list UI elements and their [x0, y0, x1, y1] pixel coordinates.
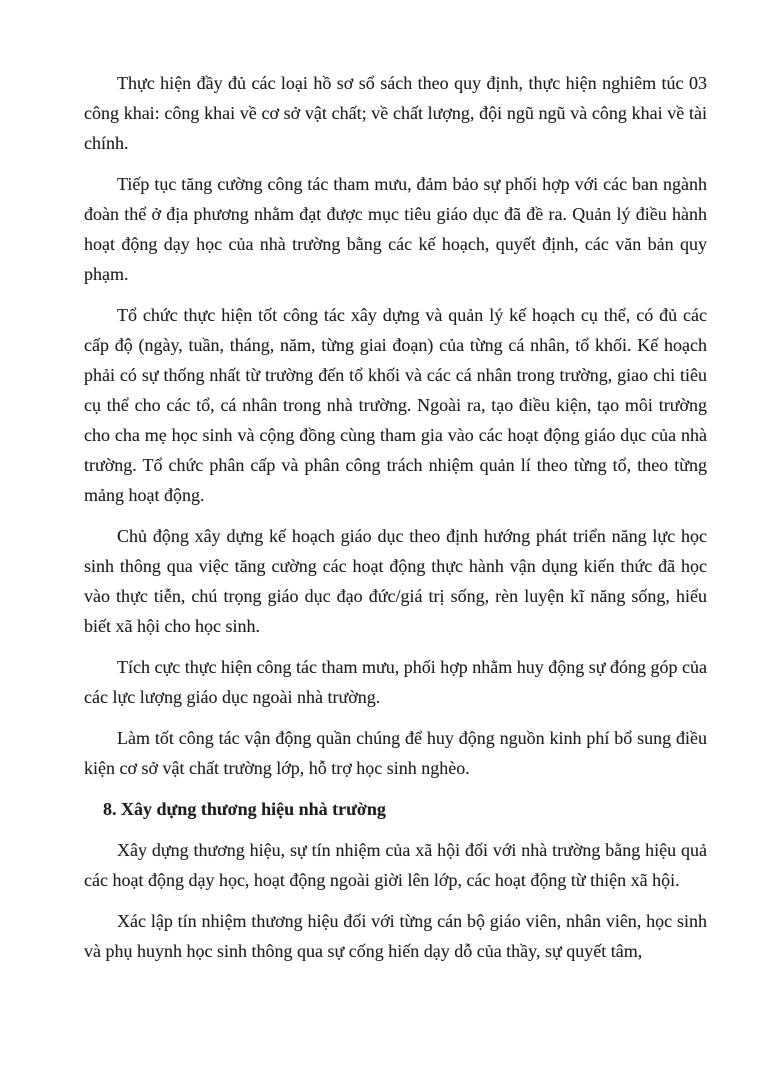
section-heading: 8. Xây dựng thương hiệu nhà trường: [103, 799, 386, 819]
body-paragraph: Tiếp tục tăng cường công tác tham mưu, đảm bảo sự phối hợp với các ban ngành đoàn thể ở địa phương nhằm đạt được mục tiêu giáo dục đã đề ra. Quản lý điều hành hoạt động dạy học của nhà trường bằng các kế hoạch, quyết định, các văn bản quy phạm.: [84, 174, 707, 284]
body-paragraph: Thực hiện đầy đủ các loại hồ sơ sổ sách theo quy định, thực hiện nghiêm túc 03 công khai: công khai về cơ sở vật chất; về chất lượng, đội ngũ ngũ và công khai về tài chính.: [84, 73, 707, 153]
body-paragraph: Làm tốt công tác vận động quần chúng để huy động nguồn kinh phí bổ sung điều kiện cơ sở vật chất trường lớp, hỗ trợ học sinh nghèo.: [84, 728, 707, 778]
body-paragraph: Xây dựng thương hiệu, sự tín nhiệm của xã hội đối với nhà trường bằng hiệu quả các hoạt động dạy học, hoạt động ngoài giời lên lớp, các hoạt động từ thiện xã hội.: [84, 840, 707, 890]
body-paragraph: Tích cực thực hiện công tác tham mưu, phối hợp nhằm huy động sự đóng góp của các lực lượng giáo dục ngoài nhà trường.: [84, 657, 707, 707]
body-paragraph: Tổ chức thực hiện tốt công tác xây dựng và quản lý kế hoạch cụ thể, có đủ các cấp độ (ngày, tuần, tháng, năm, từng giai đoạn) của từng cá nhân, tổ khối. Kế hoạch phải có sự thống nhất từ trường đến tổ khối và các cá nhân trong trường, giao chi tiêu cụ thể cho các tổ, cá nhân trong nhà trường. Ngoài ra, tạo điều kiện, tạo môi trường cho cha mẹ học sinh và cộng đồng cùng tham gia vào các hoạt động giáo dục của nhà trường. Tổ chức phân cấp và phân công trách nhiệm quản lí theo từng tổ, theo từng mảng hoạt động.: [84, 305, 707, 505]
body-paragraph: Xác lập tín nhiệm thương hiệu đối với từng cán bộ giáo viên, nhân viên, học sinh và phụ huynh học sinh thông qua sự cống hiến dạy dỗ của thầy, sự quyết tâm,: [84, 911, 707, 961]
body-paragraph: Chủ động xây dựng kế hoạch giáo dục theo định hướng phát triển năng lực học sinh thông qua việc tăng cường các hoạt động thực hành vận dụng kiến thức đã học vào thực tiễn, chú trọng giáo dục đạo đức/giá trị sống, rèn luyện kĩ năng sống, hiểu biết xã hội cho học sinh.: [84, 526, 707, 636]
